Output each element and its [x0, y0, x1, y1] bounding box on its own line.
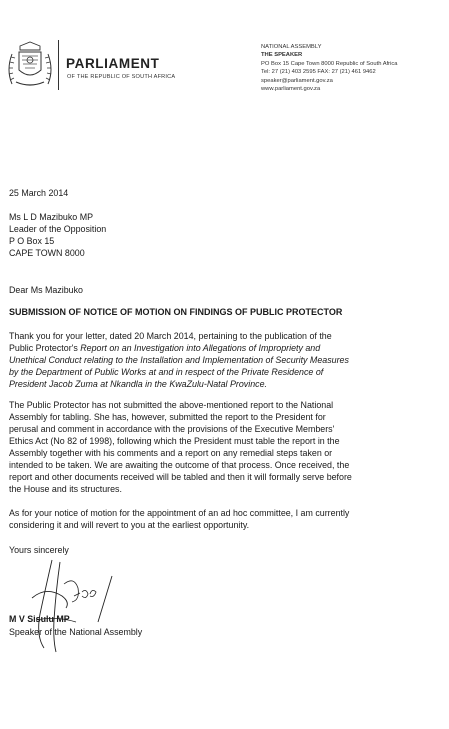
office-postal: PO Box 15 Cape Town 8000 Republic of South Africa	[261, 60, 398, 67]
paragraph-3	[9, 507, 349, 531]
paragraph-line: the House and its structures.	[9, 484, 122, 494]
recipient-box: P O Box 15	[9, 236, 55, 246]
paragraph-text: Public Protector's	[9, 343, 81, 353]
report-title: President Jacob Zuma at Nkandla in the KwaZulu-Natal Province.	[9, 379, 267, 389]
parliament-subtitle: OF THE REPUBLIC OF SOUTH AFRICA	[67, 74, 176, 80]
recipient-address	[9, 211, 106, 259]
recipient-name: Ms L D Mazibuko MP	[9, 212, 94, 222]
paragraph-line: Thank you for your letter, dated 20 March 2014, pertaining to the publication of the	[9, 331, 332, 341]
paragraph-2	[9, 399, 352, 495]
paragraph-line: Assembly for tabling. She has, however, submitted the report to the President for	[9, 412, 326, 422]
paragraph-line: perusal and comment in accordance with the provisions of the Executive Members'	[9, 424, 335, 434]
signatory-title: Speaker of the National Assembly	[9, 627, 143, 637]
closing: Yours sincerely	[9, 545, 69, 555]
report-title: Unethical Conduct relating to the Installation and Implementation of Security Measures	[9, 355, 349, 365]
paragraph-1	[9, 330, 349, 390]
recipient-role: Leader of the Opposition	[9, 224, 107, 234]
parliament-crest-logo	[4, 40, 56, 88]
paragraph-line: intended to be taken. We are awaiting the outcome of that process. Once received, the	[9, 460, 350, 470]
office-address-block	[261, 43, 398, 93]
office-email: speaker@parliament.gov.za	[261, 77, 333, 84]
parliament-name: PARLIAMENT	[66, 56, 160, 71]
handwritten-signature	[26, 556, 126, 654]
letter-date: 25 March 2014	[9, 188, 69, 198]
paragraph-line	[9, 342, 349, 354]
report-title: Report on an Investigation into Allegations of Impropriety and	[80, 343, 321, 353]
letterhead-divider	[58, 40, 59, 90]
paragraph-line: considering it and will revert to you at the earliest opportunity.	[9, 520, 250, 530]
paragraph-line: report and other documents received will be tabled and then it will formally serve before	[9, 472, 352, 482]
paragraph-line: As for your notice of motion for the appointment of an ad hoc committee, I am currently	[9, 508, 350, 518]
paragraph-line	[9, 354, 349, 366]
report-title: by the Department of Public Works at and in respect of the Private Residence of	[9, 367, 324, 377]
paragraph-line: Assembly together with his comments and a report on any remedial steps taken or	[9, 448, 333, 458]
recipient-city: CAPE TOWN 8000	[9, 248, 85, 258]
salutation: Dear Ms Mazibuko	[9, 285, 83, 295]
letter-subject: SUBMISSION OF NOTICE OF MOTION ON FINDINGS OF PUBLIC PROTECTOR	[9, 307, 343, 317]
paragraph-line: Ethics Act (No 82 of 1998), following which the President must table the report in the	[9, 436, 340, 446]
paragraph-line	[9, 378, 349, 390]
paragraph-line	[9, 366, 349, 378]
signatory-name: M V Sisulu MP	[9, 614, 70, 624]
office-department: NATIONAL ASSEMBLY	[261, 44, 322, 50]
office-phone: Tel: 27 (21) 403 2595 FAX: 27 (21) 461 9462	[261, 69, 376, 76]
paragraph-line: The Public Protector has not submitted the above-mentioned report to the National	[9, 400, 334, 410]
office-title: THE SPEAKER	[261, 52, 303, 59]
office-website: www.parliament.gov.za	[261, 86, 321, 93]
